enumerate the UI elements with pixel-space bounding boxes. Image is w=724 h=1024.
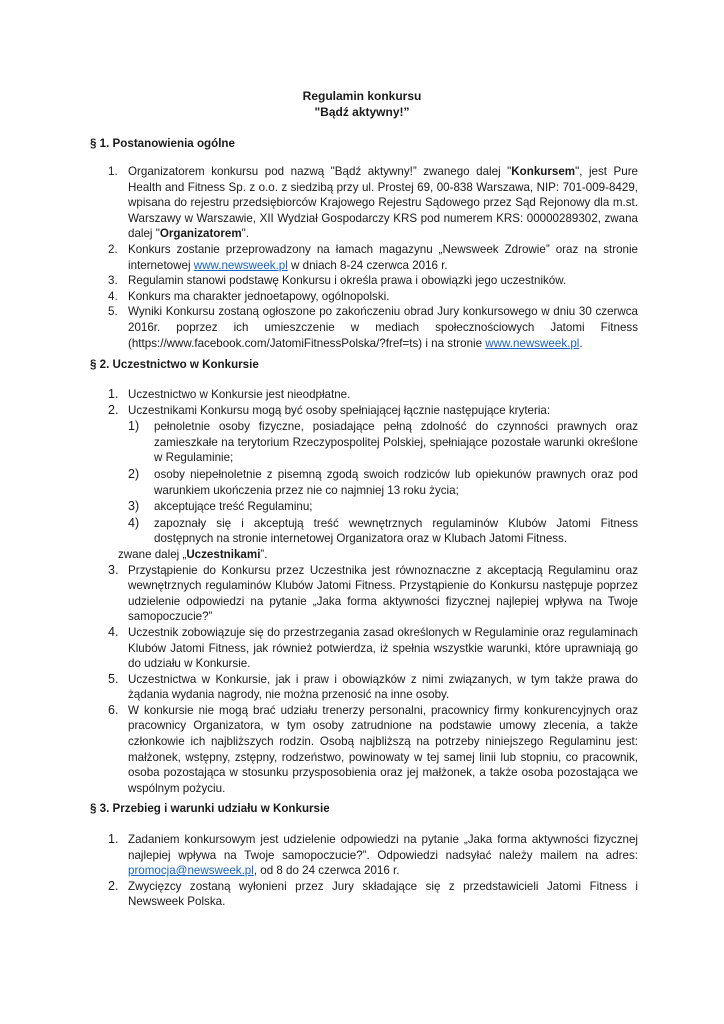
title-line-2: "Bądź aktywny!” [314,105,410,119]
list-item: 5. Wyniki Konkursu zostaną ogłoszone po zakończeniu obrad Jury konkursowego w dniu 30 czerwca 2016r. poprzez ich umieszczenie w mediach społecznościowych Jatomi Fitness (https://www.facebook.com/JatomiFitnessPolska/?fref=ts) i na stronie www.newsweek.pl. [108,305,638,350]
list-item: 2. Uczestnikami Konkursu mogą być osoby spełniającej łącznie następujące kryteria: 1) pełnoletnie osoby fizyczne, posiadające pełną zdolność do czynności prawnych oraz zamieszkałe na terytorium Rzeczypospolitej Polskiej, spełniające pozostałe warunki określone w Regulaminie; 2) osoby niepełnoletnie z pisemną zgodą swoich rodziców lub opiekunów prawnych oraz pod warunkiem ukończenia przez nie co najmniej 13 roku życia; 3) akceptujące treść Regulaminu; 4) zapoznały się i akceptują treść wewnętrznych regulaminów Klubów Jatomi Fitness dostępnych na stronie internetowej Organizatora oraz w Klubach Jatomi Fitness. zwane dalej „Uczestnikami”. [108,402,638,561]
section-1-list [90,164,638,351]
criteria-item: 1) pełnoletnie osoby fizyczne, posiadające pełną zdolność do czynności prawnych oraz zamieszkałe na terytorium Rzeczypospolitej Polskiej, spełniające pozostałe warunki określone w Regulaminie; [128,419,638,465]
list-item: 3. Przystąpienie do Konkursu przez Uczestnika jest równoznaczne z akceptacją Regulaminu oraz wewnętrznych regulaminów Klubów Jatomi Fitness. Przystąpienie do Konkursu następuje poprzez udzielenie odpowiedzi na pytanie „Jaka forma aktywności fizycznej najlepiej wpływa na Twoje samopoczucie?” [108,562,638,624]
list-item: 5. Uczestnictwa w Konkursie, jak i praw i obowiązków z nimi związanych, w tym także prawa do żądania wydania nagrody, nie można przenosić na inne osoby. [108,671,638,702]
list-item: 1. Organizatorem konkursu pod nazwą "Bądź aktywny!” zwanego dalej "Konkursem", jest Pure Health and Fitness Sp. z o.o. z siedzibą przy ul. Prostej 69, 00-838 Warszawa, NIP: 701-009-8429, wpisana do rejestru przedsiębiorców Krajowego Rejestru Sądowego przez Sąd Rejonowy dla m.st. Warszawy w Warszawie, XII Wydział Gospodarczy KRS pod numerem KRS: 00000289302, zwana dalej "Organizatorem". [108,165,639,241]
document-title [0,88,724,120]
list-item: 6. W konkursie nie mogą brać udziału trenerzy personalni, pracownicy firmy konkurencyjnych oraz pracownicy Organizatora, w tym osoby zatrudnione na podstawie umowy zlecenia, a także członkowie ich najbliższych rodzin. Osobą najbliższą na potrzeby niniejszego Regulaminu jest: małżonek, wstępny, zstępny, rodzeństwo, powinowaty w tej samej linii lub stopniu, co pracownik, osoba pozostająca w stosunku przysposobienia oraz jej małżonek, a także osoba pozostająca we wspólnym pożyciu. [108,702,638,795]
participants-definition: zwane dalej „Uczestnikami”. [118,547,268,561]
title-line-1: Regulamin konkursu [302,89,422,103]
criteria-number: 1) [128,419,140,434]
newsweek-link[interactable]: www.newsweek.pl [485,336,580,350]
item-number: 2. [108,242,118,256]
criteria-item: 2) osoby niepełnoletnie z pisemną zgodą swoich rodziców lub opiekunów prawnych oraz pod warunkiem ukończenia przez nie co najmniej 13 roku życia; [128,466,638,497]
section-2-list [90,387,638,796]
item-number: 3. [108,274,118,288]
criteria-number: 3) [128,499,140,514]
section-3-heading: § 3. Przebieg i warunki udziału w Konkursie [90,802,330,815]
newsweek-link[interactable]: www.newsweek.pl [193,258,288,272]
list-item: 4. Konkurs ma charakter jednoetapowy, ogólnopolski. [108,289,390,303]
item-number: 4. [108,289,118,303]
item-number: 5. [108,671,119,686]
item-number: 3. [108,562,119,577]
criteria-item: 4) zapoznały się i akceptują treść wewnętrznych regulaminów Klubów Jatomi Fitness dostępnych na stronie internetowej Organizatora oraz w Klubach Jatomi Fitness. [128,515,638,546]
criteria-list [128,419,638,547]
section-1-heading: § 1. Postanowienia ogólne [90,137,235,150]
section-3-list [90,832,638,910]
list-item: 4. Uczestnik zobowiązuje się do przestrzegania zasad określonych w Regulaminie oraz regulaminach Klubów Jatomi Fitness, jak również potwierdza, iż spełnia wszystkie warunki, które uprawniają go do udziału w Konkursie. [108,624,638,671]
criteria-number: 4) [128,515,140,530]
list-item: 1. Zadaniem konkursowym jest udzielenie odpowiedzi na pytanie „Jaka forma aktywności fizycznej najlepiej wpływa na Twoje samopoczucie?”. Odpowiedzi nadsyłać należy mailem na adres: promocja@newsweek.pl, od 8 do 24 czerwca 2016 r. [108,832,638,878]
item-number: 1. [108,832,119,846]
list-item: 2. Konkurs zostanie przeprowadzony na łamach magazynu „Newsweek Zdrowie” oraz na stronie internetowej www.newsweek.pl w dniach 8-24 czerwca 2016 r. [108,242,638,272]
list-item: 3. Regulamin stanowi podstawę Konkursu i określa prawa i obowiązki jego uczestników. [108,274,567,288]
criteria-number: 2) [128,466,140,481]
item-number: 4. [108,624,119,639]
item-number: 5. [108,305,118,319]
section-2-heading: § 2. Uczestnictwo w Konkursie [90,358,259,371]
criteria-item: 3) akceptujące treść Regulaminu; [128,499,313,514]
list-item: 1. Uczestnictwo w Konkursie jest nieodpłatne. [108,387,351,401]
item-number: 1. [108,387,119,401]
item-number: 6. [108,702,119,717]
item-number: 2. [108,878,119,893]
item-number: 1. [108,165,118,178]
email-link[interactable]: promocja@newsweek.pl [128,864,254,878]
item-number: 2. [108,402,119,417]
list-item: 2. Zwycięzcy zostaną wyłonieni przez Jury składające się z przedstawicieli Jatomi Fitness i Newsweek Polska. [108,878,638,909]
